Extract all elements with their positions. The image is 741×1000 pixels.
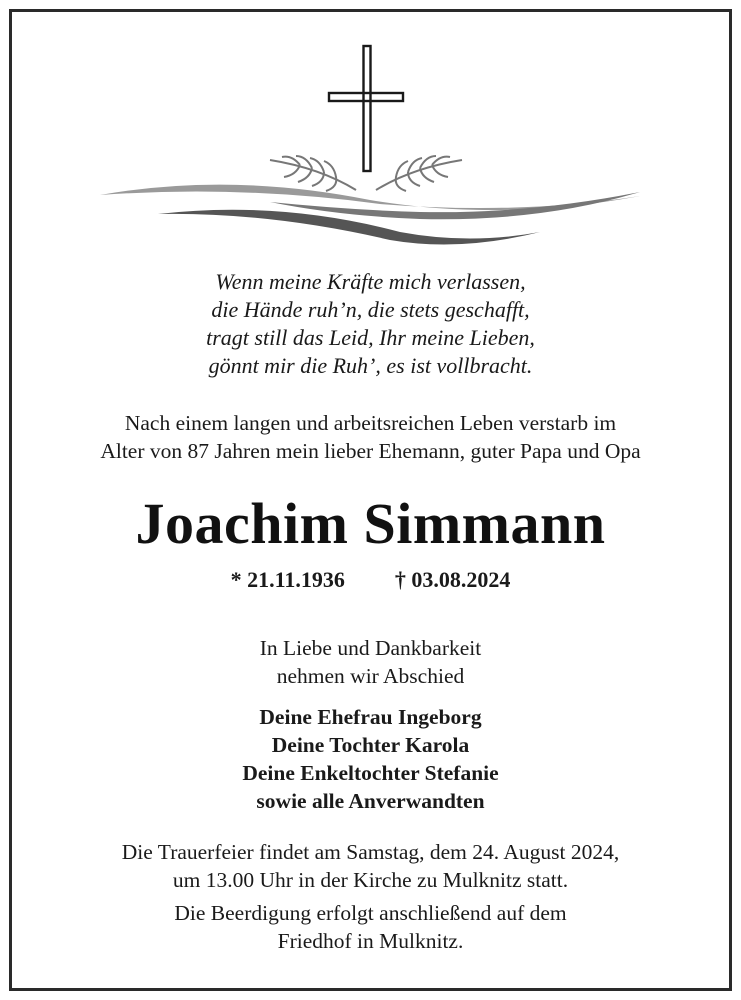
family-member: sowie alle Anverwandten <box>256 789 485 813</box>
service-line: Die Trauerfeier findet am Samstag, dem 24. August 2024, <box>121 840 620 864</box>
farewell-text <box>0 634 741 690</box>
family-list <box>0 703 741 815</box>
cross-emblem-icon <box>0 0 741 250</box>
service-info <box>0 838 741 894</box>
service-line: um 13.00 Uhr in der Kirche zu Mulknitz statt. <box>172 868 569 892</box>
life-dates <box>0 566 741 594</box>
deceased-name: Joachim Simmann <box>135 491 606 556</box>
poem-line: die Hände ruh’n, die stets geschafft, <box>211 297 530 322</box>
intro-line: Nach einem langen und arbeitsreichen Leben verstarb im <box>124 411 617 435</box>
burial-line: Friedhof in Mulknitz. <box>277 929 464 953</box>
poem <box>0 268 741 380</box>
birth-date: * 21.11.1936 <box>230 567 345 592</box>
poem-line: Wenn meine Kräfte mich verlassen, <box>215 269 526 294</box>
cross-icon <box>329 46 403 171</box>
death-date: † 03.08.2024 <box>394 567 511 592</box>
farewell-line: nehmen wir Abschied <box>276 664 465 688</box>
poem-line: gönnt mir die Ruh’, es ist vollbracht. <box>208 353 533 378</box>
family-member: Deine Tochter Karola <box>271 733 470 757</box>
family-member: Deine Enkeltochter Stefanie <box>242 761 499 785</box>
palm-branch-left-icon <box>270 156 356 191</box>
farewell-line: In Liebe und Dankbarkeit <box>259 636 482 660</box>
palm-branch-right-icon <box>376 156 462 191</box>
intro-text <box>0 409 741 465</box>
intro-line: Alter von 87 Jahren mein lieber Ehemann, guter Papa und Opa <box>100 439 641 463</box>
burial-line: Die Beerdigung erfolgt anschließend auf dem <box>174 901 567 925</box>
burial-info <box>0 899 741 955</box>
family-member: Deine Ehefrau Ingeborg <box>259 705 482 729</box>
poem-line: tragt still das Leid, Ihr meine Lieben, <box>206 325 535 350</box>
